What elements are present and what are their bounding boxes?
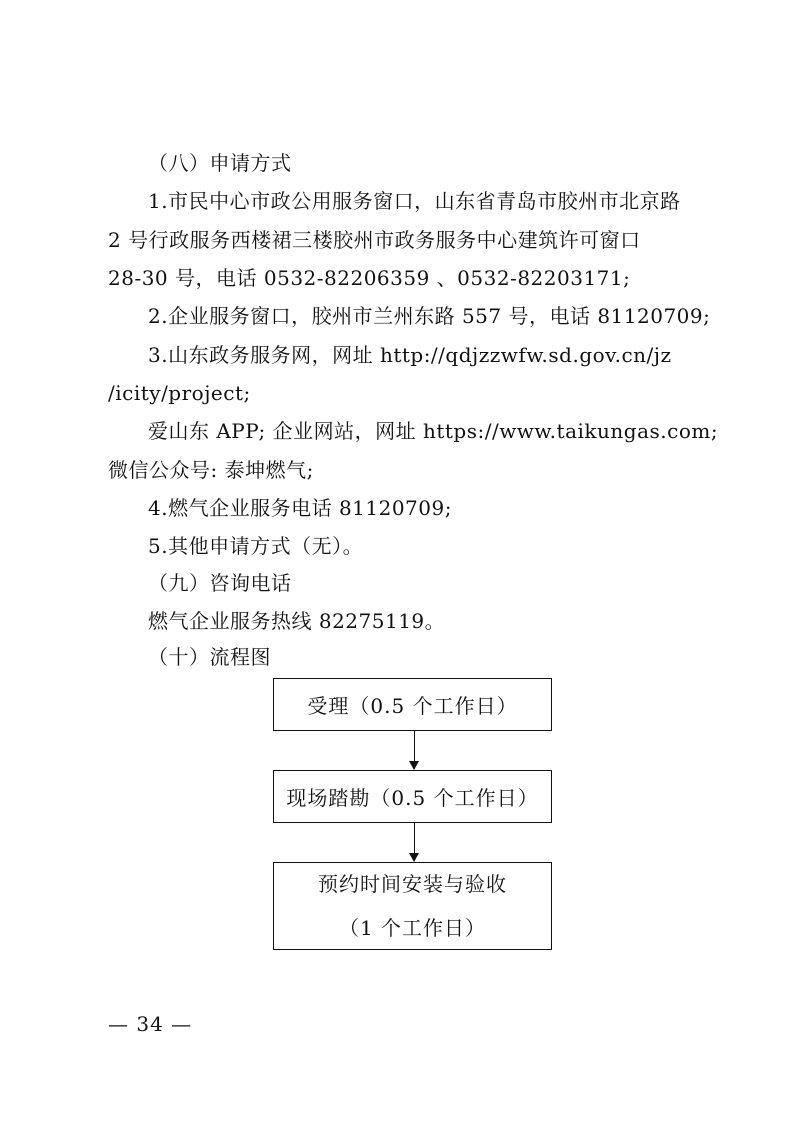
flowchart-step3-line2: （1 个工作日） xyxy=(338,916,487,940)
section8-item1-line3: 28-30 号，电话 0532-82206359 、0532-82203171; xyxy=(108,266,631,290)
section9-text: 燃气企业服务热线 82275119。 xyxy=(148,609,446,633)
section8-item3b-line2: 微信公众号: 泰坤燃气; xyxy=(108,458,314,482)
section8-item4: 4.燃气企业服务电话 81120709; xyxy=(148,496,452,520)
flowchart-step3-box xyxy=(273,862,552,950)
section8-item2: 2.企业服务窗口，胶州市兰州东路 557 号，电话 81120709; xyxy=(148,304,711,328)
flowchart-step1-box xyxy=(273,678,552,731)
flowchart-step2-label: 现场踏勘（0.5 个工作日） xyxy=(286,786,539,810)
section8-item1-line2: 2 号行政服务西楼裙三楼胶州市政务服务中心建筑许可窗口 xyxy=(108,228,641,252)
flowchart-step1-label: 受理（0.5 个工作日） xyxy=(307,694,518,718)
flowchart-step3-line1: 预约时间安装与验收 xyxy=(318,872,507,896)
section8-heading: （八）申请方式 xyxy=(148,151,292,175)
section8-item3b-line1: 爱山东 APP; 企业网站，网址 https://www.taikungas.com; xyxy=(148,419,719,443)
section10-heading: （十）流程图 xyxy=(148,645,271,669)
section8-item3-line2: /icity/project; xyxy=(108,381,251,405)
flowchart-arrow-2 xyxy=(414,823,415,861)
section9-heading: （九）咨询电话 xyxy=(148,571,292,595)
section8-item1-line1: 1.市民中心市政公用服务窗口，山东省青岛市胶州市北京路 xyxy=(148,189,681,213)
flowchart-arrow-1 xyxy=(414,731,415,769)
page-number: — 34 — xyxy=(108,1012,193,1036)
section8-item5: 5.其他申请方式（无）。 xyxy=(148,534,364,558)
flowchart-step2-box xyxy=(273,770,552,823)
section8-item3-line1: 3.山东政务服务网，网址 http://qdjzzwfw.sd.gov.cn/jz xyxy=(148,343,672,367)
